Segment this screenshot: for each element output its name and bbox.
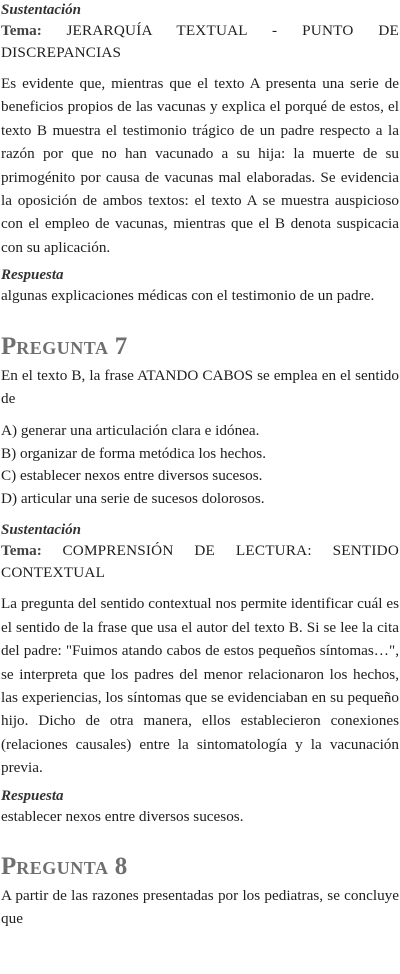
question-title-rest: REGUNTA [16, 338, 109, 359]
respuesta-text: algunas explicaciones médicas con el testimonio de un padre. [1, 287, 375, 305]
tema-value: COMPRENSIÓN DE LECTURA: SENTIDO CONTEXTUAL [1, 542, 399, 581]
question-7-text: En el texto B, la frase ATANDO CABOS se emplea en el sentido de [1, 367, 399, 407]
option-b: B) organizar de forma metódica los hechos. [1, 444, 266, 462]
question-8-text: A partir de las razones presentadas por los pediatras, se concluye que [1, 887, 399, 927]
tema-line [1, 20, 399, 63]
tema-value: JERARQUÍA TEXTUAL - PUNTO DE DISCREPANCIAS [1, 22, 400, 61]
option-a: A) generar una articulación clara e idónea. [1, 422, 260, 440]
question-7-title [1, 332, 399, 363]
respuesta-label: Respuesta [1, 787, 64, 804]
respuesta-text: establecer nexos entre diversos sucesos. [1, 807, 244, 825]
question-7-options [1, 420, 399, 510]
question-number: 7 [114, 333, 128, 361]
question-number: 8 [114, 853, 128, 881]
sustentacion-paragraph: La pregunta del sentido contextual nos permite identificar cuál es el sentido de la frase que usa el autor del texto B. Si se lee la cita del padre: "Fuimos atando cabos de estos pequeños síntomas…", se interpreta que los padres del menor relacionaron los hechos, las experiencias, los síntomas que se evidenciaban en su pequeño hijo. Dicho de otra manera, ellos establecieron conexiones (relaciones causales) entre la sintomatología y la vacunación previa. [1, 595, 399, 777]
option-c: C) establecer nexos entre diversos sucesos. [1, 467, 263, 485]
tema-label: Tema: [1, 22, 42, 39]
option-d: D) articular una serie de sucesos dolorosos. [1, 489, 265, 507]
question-title-rest: REGUNTA [16, 858, 109, 879]
question-8-title [1, 852, 399, 883]
tema-line [1, 540, 399, 583]
sustentacion-label: Sustentación [1, 2, 82, 18]
question-title-initial: P [1, 853, 17, 881]
tema-label: Tema: [1, 542, 42, 560]
respuesta-label: Respuesta [1, 267, 64, 284]
sustentacion-paragraph: Es evidente que, mientras que el texto A presenta una serie de beneficios propios de las vacunas y explica el porqué de estos, el texto B muestra el testimonio trágico de un padre respecto a la razón por que no han vacunado a su hija: la muerte de su primogénito por causa de vacunas mal elaboradas. Se evidencia la oposición de ambos textos: el texto A se muestra auspicioso con el empleo de vacunas, mientras que el B denota suspicacia con su aplicación. [1, 75, 399, 256]
sustentacion-label: Sustentación [1, 522, 82, 539]
question-title-initial: P [1, 333, 17, 361]
